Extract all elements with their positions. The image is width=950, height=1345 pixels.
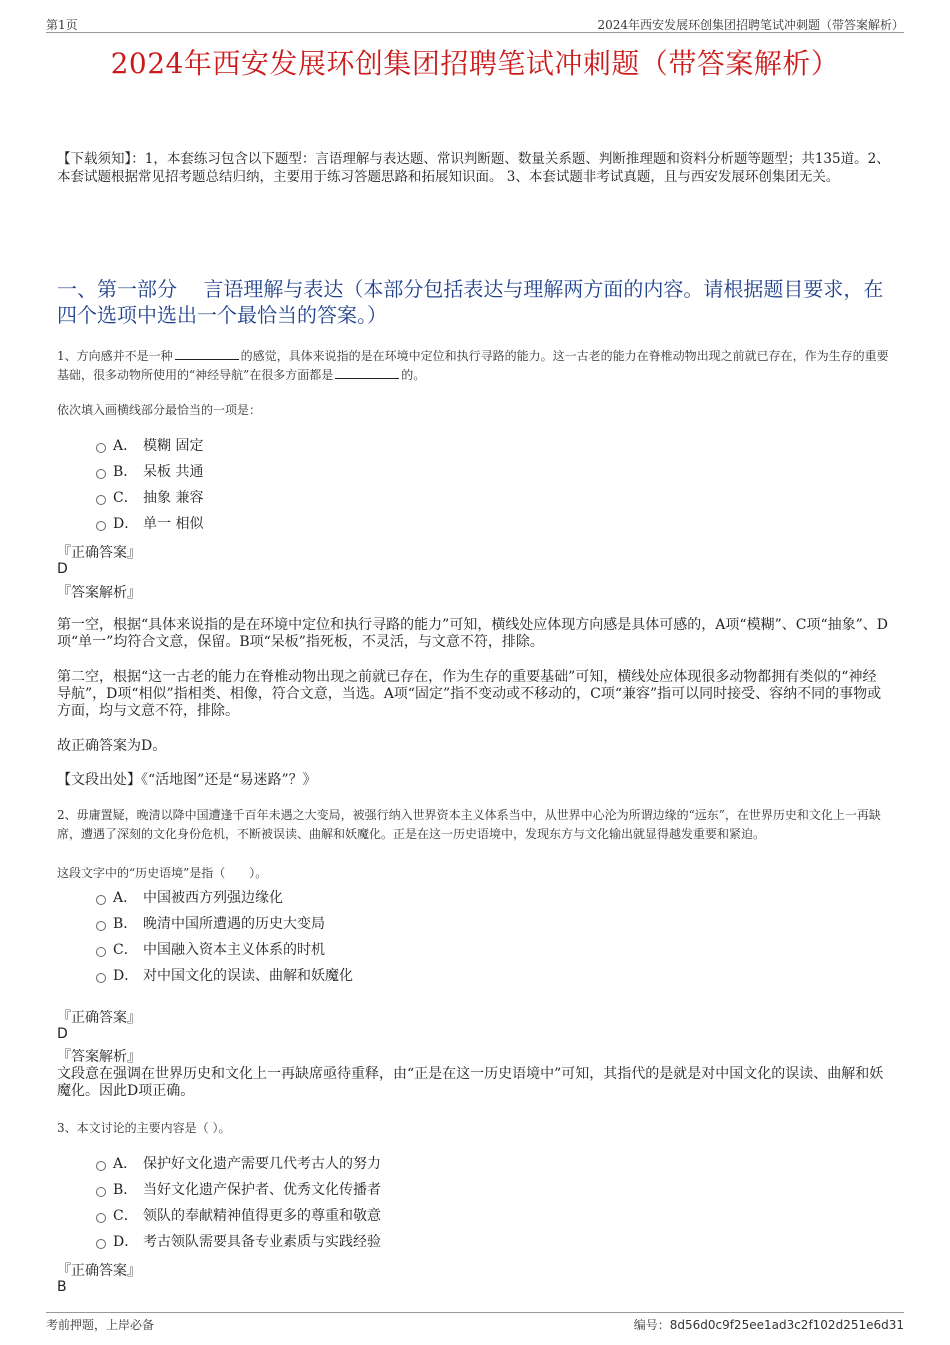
- option-letter: C．: [113, 942, 138, 958]
- option-letter: A．: [113, 1156, 138, 1172]
- option-a[interactable]: [96, 885, 353, 911]
- footer-slogan: 考前押题，上岸必备: [46, 1318, 155, 1332]
- option-text: 当好文化遗产保护者、优秀文化传播者: [143, 1182, 381, 1198]
- q1-stem-part2: 的感觉，具体来说指的是在环境中定位和执行寻路的能力。这一古老的能力在脊椎动物出现之前就已存在，作为生存的重要基础，很多动物所使用的“神经导航”在很多方面都是: [57, 349, 889, 382]
- radio-icon[interactable]: [96, 973, 106, 983]
- analysis-label: 『答案解析』: [57, 585, 141, 601]
- option-text: 中国被西方列强边缘化: [143, 890, 283, 906]
- page-number: 第1页: [46, 18, 78, 32]
- correct-answer-label: 『正确答案』: [57, 1010, 141, 1026]
- option-letter: A．: [113, 890, 138, 906]
- question-3-options: [96, 1151, 381, 1255]
- radio-icon[interactable]: [96, 495, 106, 505]
- option-letter: D．: [113, 516, 139, 532]
- document-title: 2024年西安发展环创集团招聘笔试冲刺题（带答案解析）: [110, 47, 840, 80]
- option-text: 晚清中国所遭遇的历史大变局: [143, 916, 325, 932]
- radio-icon[interactable]: [96, 443, 106, 453]
- question-1-options: [96, 433, 203, 537]
- option-letter: B．: [113, 464, 138, 480]
- option-b[interactable]: [96, 1177, 381, 1203]
- option-c[interactable]: [96, 937, 353, 963]
- q1-stem-part3: 的。: [401, 368, 426, 382]
- question-1-prompt: 依次填入画横线部分最恰当的一项是：: [57, 403, 262, 417]
- option-letter: C．: [113, 490, 138, 506]
- question-2-prompt: 这段文字中的“历史语境”是指（ ）。: [57, 866, 268, 880]
- option-text: 考古领队需要具备专业素质与实践经验: [143, 1234, 381, 1250]
- radio-icon[interactable]: [96, 1187, 106, 1197]
- option-letter: D．: [113, 1234, 139, 1250]
- radio-icon[interactable]: [96, 1239, 106, 1249]
- page-footer: [46, 1312, 904, 1332]
- option-b[interactable]: [96, 911, 353, 937]
- correct-answer-label: 『正确答案』: [57, 1263, 141, 1279]
- analysis-conclusion: 故正确答案为D。: [57, 738, 167, 754]
- footer-code-value: 8d56d0c9f25ee1ad3c2f102d251e6d31: [669, 1318, 904, 1332]
- question-3-stem: 3、本文讨论的主要内容是（ ）。: [57, 1121, 231, 1135]
- source-citation: 【文段出处】《“活地图”还是“易迷路”？》: [57, 772, 317, 788]
- question-1-stem: [57, 347, 900, 385]
- option-letter: A．: [113, 438, 138, 454]
- analysis-paragraph-2: 第二空，根据“这一古老的能力在脊椎动物出现之前就已存在，作为生存的重要基础”可知，横线处应体现很多动物都拥有类似的“神经导航”，D项“相似”指相类、相像，符合文意，当选。A项“固定”指不变动或不移动的，C项“兼容”指可以同时接受、容纳不同的事物或方面，均与文意不符，排除。: [57, 669, 882, 719]
- question-2-options: [96, 885, 353, 989]
- radio-icon[interactable]: [96, 947, 106, 957]
- blank-2: [335, 366, 399, 379]
- option-text: 保护好文化遗产需要几代考古人的努力: [143, 1156, 381, 1172]
- option-letter: D．: [113, 968, 139, 984]
- option-letter: B．: [113, 916, 138, 932]
- correct-answer: B: [57, 1279, 67, 1295]
- option-text: 对中国文化的误读、曲解和妖魔化: [143, 968, 353, 984]
- option-a[interactable]: [96, 1151, 381, 1177]
- q1-stem-part1: 1、方向感并不是一种: [57, 349, 173, 363]
- option-text: 抽象 兼容: [143, 490, 204, 506]
- option-d[interactable]: [96, 511, 203, 537]
- option-letter: B．: [113, 1182, 138, 1198]
- question-2-stem: 2、毋庸置疑，晚清以降中国遭逢千百年未遇之大变局，被强行纳入世界资本主义体系当中，从世界中心沦为所谓边缘的“远东”，在世界历史和文化上一再缺席，遭遇了深刻的文化身份危机，不断被误读、曲解和妖魔化。正是在这一历史语境中，发现东方与文化输出就显得越发重要和紧迫。: [57, 808, 881, 841]
- option-a[interactable]: [96, 433, 203, 459]
- section-heading: 一、第一部分 言语理解与表达（本部分包括表达与理解两方面的内容。请根据题目要求，在四个选项中选出一个最恰当的答案。）: [57, 277, 884, 327]
- footer-code-label: 编号：: [633, 1318, 670, 1332]
- radio-icon[interactable]: [96, 921, 106, 931]
- correct-answer: D: [57, 1026, 68, 1042]
- correct-answer: D: [57, 561, 68, 577]
- analysis-label: 『答案解析』: [57, 1049, 141, 1065]
- option-letter: C．: [113, 1208, 138, 1224]
- analysis-paragraph-1: 第一空，根据“具体来说指的是在环境中定位和执行寻路的能力”可知，横线处应体现方向感是具体可感的，A项“模糊”、C项“抽象”、D项“单一”均符合文意，保留。B项“呆板”指死板，不灵活，与文意不符，排除。: [57, 617, 888, 650]
- option-d[interactable]: [96, 1229, 381, 1255]
- header-doc-title: 2024年西安发展环创集团招聘笔试冲刺题（带答案解析）: [597, 18, 904, 32]
- option-d[interactable]: [96, 963, 353, 989]
- radio-icon[interactable]: [96, 895, 106, 905]
- option-text: 中国融入资本主义体系的时机: [143, 942, 325, 958]
- radio-icon[interactable]: [96, 1213, 106, 1223]
- footer-code: [634, 1316, 904, 1333]
- option-b[interactable]: [96, 459, 203, 485]
- option-text: 模糊 固定: [143, 438, 204, 454]
- option-c[interactable]: [96, 485, 203, 511]
- radio-icon[interactable]: [96, 521, 106, 531]
- blank-1: [175, 347, 239, 360]
- page-header: [46, 14, 904, 33]
- radio-icon[interactable]: [96, 1161, 106, 1171]
- analysis-paragraph: 文段意在强调在世界历史和文化上一再缺席亟待重释，由“正是在这一历史语境中”可知，其指代的是就是对中国文化的误读、曲解和妖魔化。因此D项正确。: [57, 1066, 884, 1099]
- radio-icon[interactable]: [96, 469, 106, 479]
- option-text: 单一 相似: [143, 516, 204, 532]
- download-notice: 【下载须知】：1，本套练习包含以下题型：言语理解与表达题、常识判断题、数量关系题、判断推理题和资料分析题等题型；共135道。2、本套试题根据常见招考题总结归纳，主要用于练习答题思路和拓展知识面。 3、本套试题非考试真题，且与西安发展环创集团无关。: [57, 151, 890, 185]
- option-c[interactable]: [96, 1203, 381, 1229]
- option-text: 领队的奉献精神值得更多的尊重和敬意: [143, 1208, 381, 1224]
- option-text: 呆板 共通: [143, 464, 204, 480]
- correct-answer-label: 『正确答案』: [57, 545, 141, 561]
